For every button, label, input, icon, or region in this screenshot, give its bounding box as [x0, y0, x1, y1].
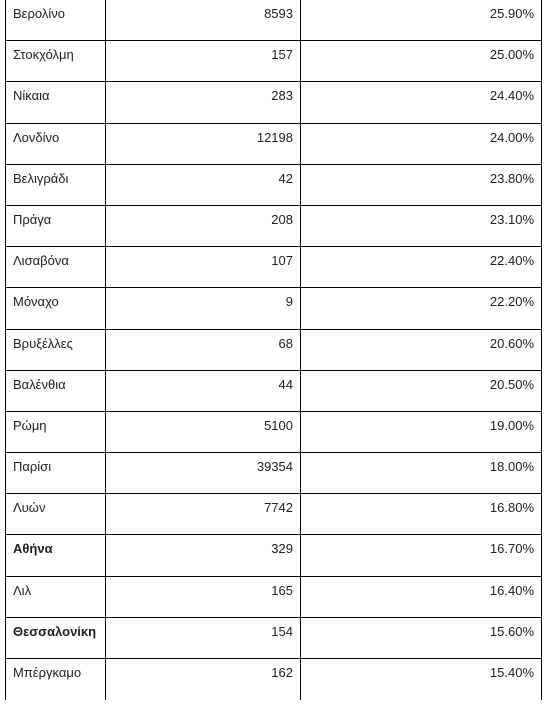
city-table-body: [6, 0, 542, 700]
city-cell-text: Θεσσαλονίκη: [13, 623, 97, 639]
city-cell: [6, 123, 106, 164]
city-cell-text: Βερολίνο: [13, 6, 65, 21]
percent-cell: [301, 82, 542, 123]
count-cell: [106, 205, 301, 246]
percent-cell-text: 23.10%: [489, 211, 534, 227]
city-cell: [6, 247, 106, 288]
count-cell-text: 12198: [256, 129, 293, 145]
count-cell: [106, 288, 301, 329]
count-cell: [106, 164, 301, 205]
count-cell-text: 329: [271, 541, 293, 557]
city-cell-text: Παρίσι: [13, 459, 52, 475]
count-cell-text: 7742: [264, 500, 293, 516]
city-cell: [6, 205, 106, 246]
count-cell-text: 5100: [264, 417, 293, 433]
table-row: [6, 288, 542, 329]
table-row: [6, 0, 542, 41]
count-cell: [106, 494, 301, 535]
city-cell-text: Λυών: [13, 500, 46, 516]
city-cell: [6, 576, 106, 617]
percent-cell: [301, 0, 542, 41]
percent-cell: [301, 205, 542, 246]
count-cell-text: 283: [271, 88, 293, 104]
count-cell-text: 162: [271, 665, 293, 680]
table-row: [6, 576, 542, 617]
percent-cell: [301, 288, 542, 329]
city-cell-text: Λονδίνο: [13, 129, 60, 145]
percent-cell-text: 18.00%: [489, 459, 534, 475]
count-cell: [106, 535, 301, 576]
table-row: [6, 41, 542, 82]
city-cell-text: Πράγα: [13, 211, 52, 227]
city-cell: [6, 164, 106, 205]
table-row: [6, 535, 542, 576]
percent-cell-text: 22.20%: [489, 294, 534, 310]
count-cell-text: 9: [285, 294, 293, 310]
table-row: [6, 123, 542, 164]
count-cell: [106, 576, 301, 617]
percent-cell: [301, 535, 542, 576]
city-cell-text: Λισαβόνα: [13, 253, 69, 269]
count-cell: [106, 370, 301, 411]
count-cell-text: 154: [271, 623, 293, 639]
count-cell: [106, 82, 301, 123]
count-cell: [106, 617, 301, 658]
city-cell-text: Μπέργκαμο: [13, 665, 82, 680]
count-cell: [106, 41, 301, 82]
table-row: [6, 164, 542, 205]
percent-cell-text: 24.40%: [489, 88, 534, 104]
percent-cell: [301, 370, 542, 411]
percent-cell-text: 16.80%: [489, 500, 534, 516]
table-row: [6, 659, 542, 700]
city-cell: [6, 288, 106, 329]
table-row: [6, 617, 542, 658]
percent-cell: [301, 123, 542, 164]
percent-cell-text: 20.60%: [489, 335, 534, 351]
city-cell: [6, 411, 106, 452]
count-cell: [106, 411, 301, 452]
count-cell: [106, 247, 301, 288]
city-cell-text: Στοκχόλμη: [13, 47, 74, 63]
percent-cell: [301, 329, 542, 370]
percent-cell-text: 23.80%: [489, 170, 534, 186]
percent-cell-text: 20.50%: [489, 376, 534, 392]
city-cell-text: Αθήνα: [13, 541, 53, 557]
table-row: [6, 205, 542, 246]
city-cell: [6, 370, 106, 411]
city-cell: [6, 535, 106, 576]
count-cell-text: 107: [271, 253, 293, 269]
city-cell-text: Βαλένθια: [13, 376, 66, 392]
percent-cell-text: 16.70%: [489, 541, 534, 557]
city-cell-text: Λιλ: [13, 582, 32, 598]
percent-cell-text: 25.90%: [489, 6, 534, 21]
count-cell: [106, 123, 301, 164]
city-cell: [6, 659, 106, 700]
percent-cell-text: 22.40%: [489, 253, 534, 269]
percent-cell-text: 24.00%: [489, 129, 534, 145]
city-cell: [6, 494, 106, 535]
table-row: [6, 247, 542, 288]
table-row: [6, 411, 542, 452]
city-cell-text: Μόναχο: [13, 294, 59, 310]
percent-cell: [301, 411, 542, 452]
percent-cell-text: 15.40%: [489, 665, 534, 680]
count-cell-text: 39354: [256, 459, 293, 475]
table-row: [6, 329, 542, 370]
count-cell-text: 42: [278, 170, 293, 186]
count-cell: [106, 329, 301, 370]
table-row: [6, 82, 542, 123]
percent-cell-text: 16.40%: [489, 582, 534, 598]
percent-cell: [301, 247, 542, 288]
count-cell-text: 208: [271, 211, 293, 227]
city-cell-text: Βρυξέλλες: [13, 335, 73, 351]
city-table-container: [5, 0, 541, 700]
count-cell-text: 68: [278, 335, 293, 351]
table-row: [6, 453, 542, 494]
percent-cell: [301, 41, 542, 82]
count-cell: [106, 659, 301, 700]
city-cell: [6, 41, 106, 82]
city-cell: [6, 453, 106, 494]
count-cell-text: 44: [278, 376, 293, 392]
count-cell-text: 8593: [264, 6, 293, 21]
percent-cell: [301, 659, 542, 700]
city-cell-text: Νίκαια: [13, 88, 50, 104]
percent-cell: [301, 164, 542, 205]
count-cell: [106, 453, 301, 494]
city-cell: [6, 82, 106, 123]
percent-cell-text: 19.00%: [489, 417, 534, 433]
city-cell: [6, 617, 106, 658]
percent-cell: [301, 453, 542, 494]
table-row: [6, 494, 542, 535]
percent-cell: [301, 617, 542, 658]
count-cell: [106, 0, 301, 41]
table-row: [6, 370, 542, 411]
percent-cell-text: 25.00%: [489, 47, 534, 63]
count-cell-text: 165: [271, 582, 293, 598]
city-cell-text: Ρώμη: [13, 417, 47, 433]
percent-cell: [301, 576, 542, 617]
city-cell-text: Βελιγράδι: [13, 170, 69, 186]
city-table: [5, 0, 542, 700]
count-cell-text: 157: [271, 47, 293, 63]
percent-cell-text: 15.60%: [489, 623, 534, 639]
percent-cell: [301, 494, 542, 535]
city-cell: [6, 329, 106, 370]
city-cell: [6, 0, 106, 41]
